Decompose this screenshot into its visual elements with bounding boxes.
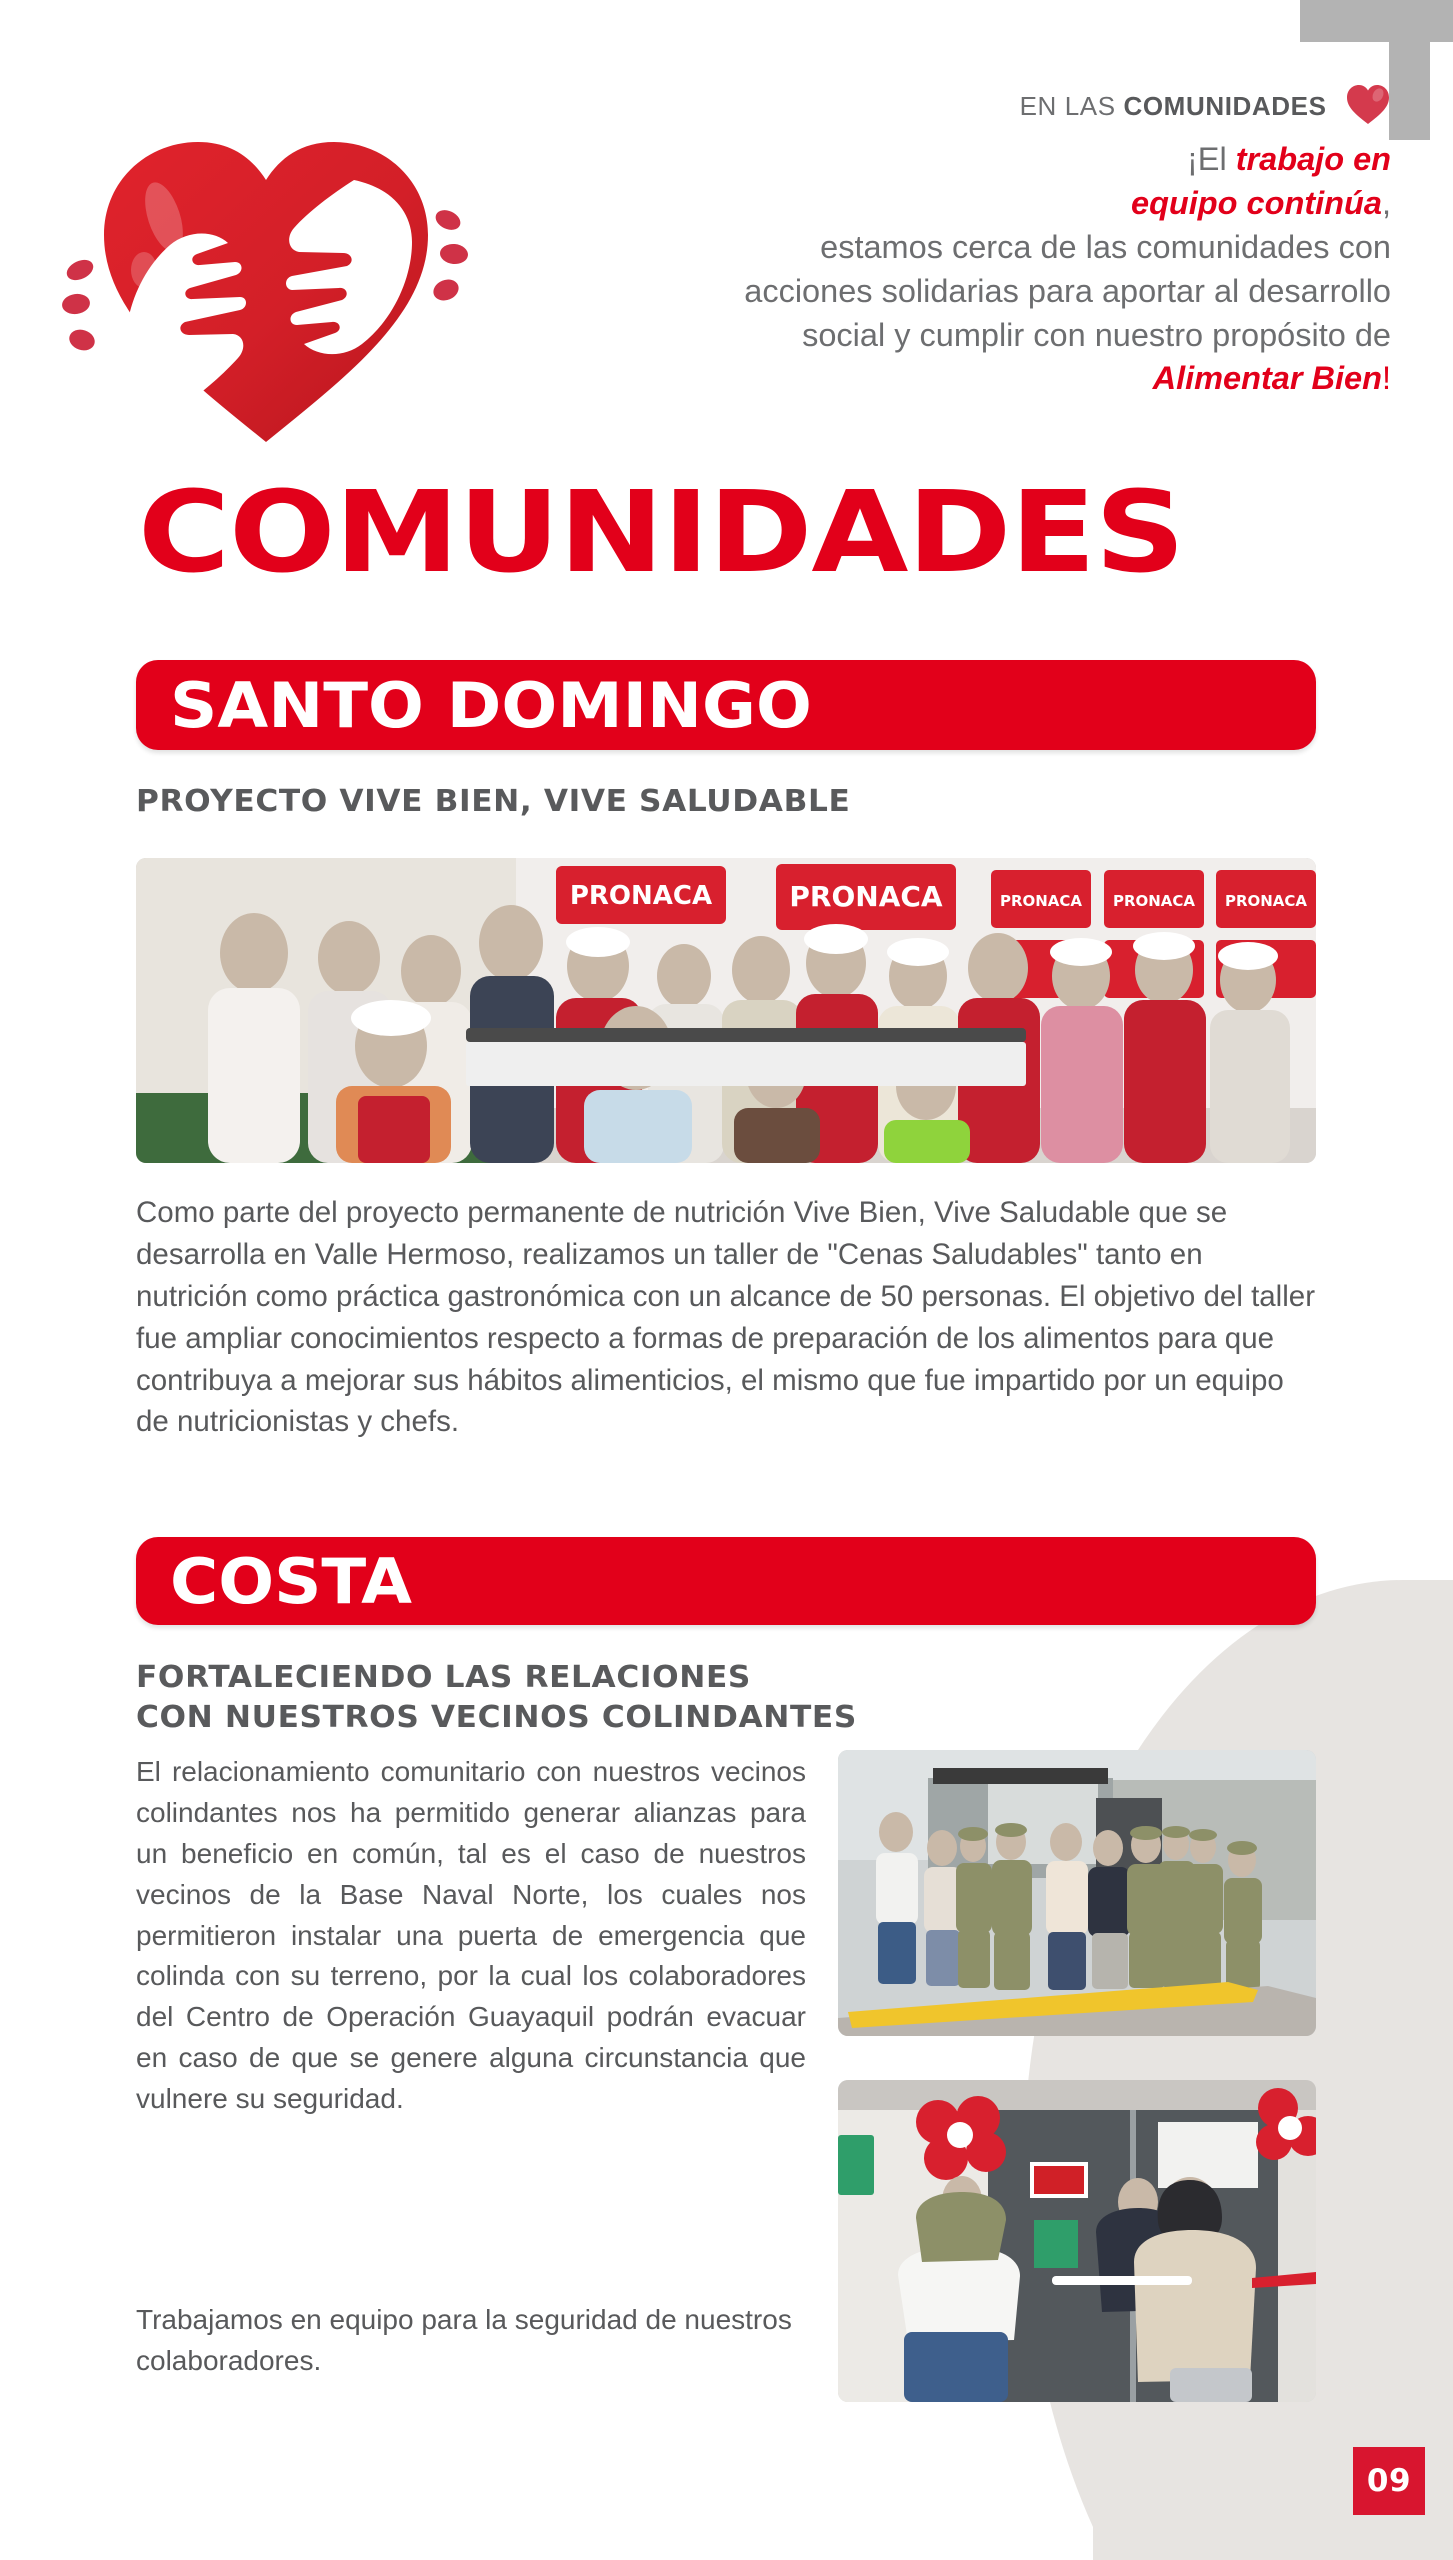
header-block — [701, 84, 1391, 401]
svg-text:PRONACA: PRONACA — [569, 881, 713, 911]
intro-body: estamos cerca de las comunidades con acciones solidarias para aportar al desarrollo social y cumplir con nuestro propósito de — [744, 228, 1391, 353]
banner-label: SANTO DOMINGO — [170, 668, 812, 742]
heart-hands-icon — [56, 72, 476, 472]
bracket-bar-vertical — [1389, 0, 1430, 140]
eyebrow-light: EN LAS — [1019, 91, 1124, 121]
page-title: COMUNIDADES — [138, 468, 1185, 598]
svg-text:PRONACA: PRONACA — [999, 892, 1083, 910]
eyebrow-row — [701, 84, 1391, 128]
svg-text:PRONACA: PRONACA — [1224, 892, 1308, 910]
intro-paragraph — [701, 138, 1391, 401]
heart-icon — [1345, 82, 1391, 126]
paragraph-costa-relacionamiento: El relacionamiento comunitario con nuestros vecinos colindantes nos ha permitido generar alianzas para un beneficio en común, tal es el caso de nuestros vecinos de la Base Naval Norte, los cuales nos permitieron instalar una puerta de emergencia que colinda con su terreno, por la cual los colaboradores del Centro de Operación Guayaquil podrán evacuar en caso de que se genere alguna circunstancia que vulnere su seguridad. — [136, 1756, 806, 2114]
intro-highlight-2: equipo continúa — [1131, 184, 1382, 221]
paragraph-santo-domingo: Como parte del proyecto permanente de nutrición Vive Bien, Vive Saludable que se desarrolla en Valle Hermoso, realizamos un taller de "Cenas Saludables" tanto en nutrición como práctica gastronómica con un alcance de 50 personas. El objetivo del taller fue ampliar conocimientos respecto a formas de preparación de los alimentos para que contribuya a mejorar sus hábitos alimenticios, el mismo que fue impartido por un equipo de nutricionistas y chefs. — [136, 1196, 1316, 1439]
section-banner-santo-domingo — [136, 660, 1316, 750]
intro-comma: , — [1381, 184, 1391, 221]
section-banner-costa — [136, 1537, 1316, 1625]
intro-exclamation: ! — [1381, 360, 1391, 397]
photo-base-naval-group — [838, 1750, 1316, 2036]
bracket-bar-horizontal — [1300, 0, 1453, 42]
subheading-proyecto-vive-bien: PROYECTO VIVE BIEN, VIVE SALUDABLE — [136, 784, 851, 819]
photo-corte-cinta-puerta — [838, 2080, 1316, 2402]
svg-text:PRONACA: PRONACA — [1112, 892, 1196, 910]
paragraph-costa-cierre: Trabajamos en equipo para la seguridad de nuestros colaboradores. — [136, 2304, 792, 2376]
intro-lead: ¡El — [1186, 141, 1236, 177]
eyebrow-bold: COMUNIDADES — [1123, 91, 1327, 121]
page-number-badge: 09 — [1353, 2447, 1425, 2515]
intro-highlight-3: Alimentar Bien — [1152, 360, 1382, 397]
svg-text:PRONACA: PRONACA — [789, 880, 943, 913]
eyebrow-text — [1020, 93, 1327, 119]
photo-santo-domingo-group — [136, 858, 1316, 1163]
subheading-line-1: FORTALECIENDO LAS RELACIONES — [136, 1660, 751, 1695]
subheading-line-2: CON NUESTROS VECINOS COLINDANTES — [136, 1699, 857, 1735]
subheading-fortaleciendo-relaciones — [136, 1658, 857, 1737]
banner-label: COSTA — [170, 1544, 413, 1618]
intro-highlight-1: trabajo en — [1235, 141, 1391, 177]
